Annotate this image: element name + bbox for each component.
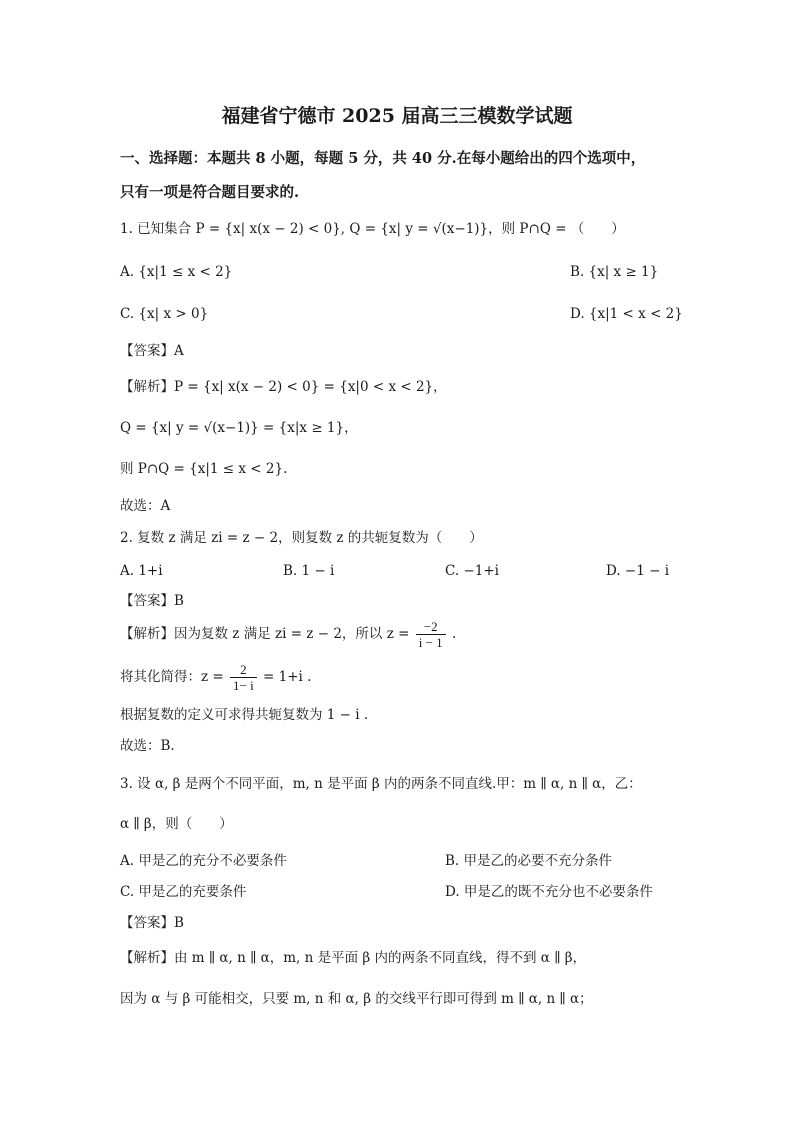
q2-exp1-tail: .	[451, 626, 457, 642]
q2-option-c: C. −1+i	[445, 563, 499, 579]
q3-explanation-1: 【解析】由 m ∥ α, n ∥ α，m, n 是平面 β 内的两条不同直线，得不到 α ∥ β，	[120, 950, 587, 966]
q2-exp2-fraction	[230, 662, 257, 693]
q3-explanation-2: 因为 α 与 β 可能相交，只要 m, n 和 α, β 的交线平行即可得到 m ∥ α, n ∥ α；	[120, 991, 593, 1007]
q3-stem-line1: 3. 设 α, β 是两个不同平面，m, n 是平面 β 内的两条不同直线.甲：m ∥ α, n ∥ α，乙：	[120, 776, 642, 792]
q1-answer: 【答案】A	[120, 343, 184, 359]
q2-option-d: D. −1 − i	[606, 563, 670, 579]
q1-stem: 1. 已知集合 P = {x| x(x − 2) < 0}, Q = {x| y = √(x−1)}，则 P∩Q = （ ）	[120, 221, 625, 237]
q3-option-c: C. 甲是乙的充要条件	[120, 884, 247, 900]
q3-option-d: D. 甲是乙的既不充分也不必要条件	[445, 884, 653, 900]
q2-exp2-denominator: 1− i	[233, 678, 254, 693]
q1-explanation-4: 故选：A	[120, 498, 171, 514]
q1-explanation-1: 【解析】P = {x| x(x − 2) < 0} = {x|0 < x < 2}，	[120, 379, 447, 395]
q2-exp1-fraction	[416, 619, 446, 650]
q3-option-a: A. 甲是乙的充分不必要条件	[120, 853, 287, 869]
q2-explanation-1	[120, 617, 456, 651]
q2-explanation-4: 故选：B.	[120, 738, 175, 754]
q1-option-c: C. {x| x > 0}	[120, 306, 209, 322]
q2-explanation-3: 根据复数的定义可求得共轭复数为 1 − i .	[120, 707, 369, 723]
q2-stem: 2. 复数 z 满足 zi = z − 2，则复数 z 的共轭复数为（ ）	[120, 530, 483, 546]
section-heading-line2: 只有一项是符合题目要求的.	[120, 184, 300, 201]
q1-explanation-2: Q = {x| y = √(x−1)} = {x|x ≥ 1}，	[120, 420, 358, 436]
q1-explanation-3: 则 P∩Q = {x|1 ≤ x < 2}.	[120, 461, 288, 477]
q3-stem-line2: α ∥ β，则（ ）	[120, 816, 233, 832]
q3-answer: 【答案】B	[120, 915, 184, 931]
section-heading-line1: 一、选择题：本题共 8 小题，每题 5 分，共 40 分.在每小题给出的四个选项中，	[120, 150, 646, 167]
q2-option-b: B. 1 − i	[283, 563, 335, 579]
q2-answer: 【答案】B	[120, 593, 184, 609]
q2-exp1-denominator: i − 1	[418, 635, 443, 650]
q3-option-b: B. 甲是乙的必要不充分条件	[445, 853, 613, 869]
document-title: 福建省宁德市 2025 届高三三模数学试题	[221, 105, 573, 127]
q2-exp1-text: 【解析】因为复数 z 满足 zi = z − 2，所以 z =	[120, 626, 410, 642]
q2-exp2-numerator: 2	[230, 662, 257, 678]
q1-option-a: A. {x|1 ≤ x < 2}	[120, 264, 233, 280]
q1-option-d: D. {x|1 < x < 2}	[570, 306, 683, 322]
q2-exp2-tail: = 1+i .	[263, 669, 312, 685]
q2-exp2-text: 将其化简得：z =	[120, 669, 224, 685]
q1-option-b: B. {x| x ≥ 1}	[570, 264, 659, 280]
q2-explanation-2	[120, 660, 311, 694]
q2-option-a: A. 1+i	[120, 563, 163, 579]
q2-exp1-numerator: −2	[416, 619, 446, 635]
